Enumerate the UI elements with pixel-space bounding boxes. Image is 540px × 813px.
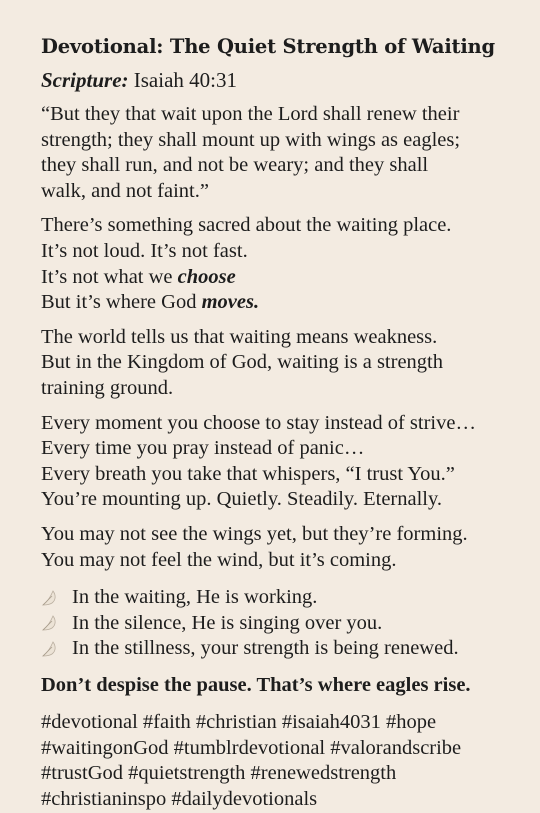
paragraph-line: Every time you pray instead of panic… [41,437,365,460]
feather-icon [41,640,61,658]
feather-icon [41,589,61,607]
paragraph-line: You may not see the wings yet, but they’re forming. [41,522,468,545]
paragraph-line: There’s something sacred about the waiting place. [41,214,452,237]
hashtag-line[interactable]: #christianinspo #dailydevotionals [41,788,318,811]
scripture-reference [41,66,520,94]
scripture-label: Scripture: [41,68,129,92]
paragraph-line: training ground. [41,376,174,399]
scripture-citation: Isaiah 40:31 [133,68,237,92]
paragraph-line: You’re mounting up. Quietly. Steadily. Eternally. [41,488,443,511]
verse-line: walk, and not faint.” [41,179,209,202]
feather-bullet-list [41,585,520,662]
verse-line: “But they that wait upon the Lord shall renew their [41,103,460,125]
paragraph-line [41,265,520,291]
hashtag-line[interactable]: #devotional #faith #christian #isaiah4031 #hope [41,710,437,733]
paragraph-line: Every moment you choose to stay instead of strive… [41,411,476,434]
list-item [41,611,520,637]
paragraph-wings [41,522,520,573]
verse-quote [41,102,520,204]
line-text: But it’s where God [41,291,202,314]
hashtag-line[interactable]: #trustGod #quietstrength #renewedstrength [41,762,397,785]
paragraph-line: Every breath you take that whispers, “I trust You.” [41,462,455,485]
verse-line: strength; they shall mount up with wings as eagles; [41,128,461,151]
page-title: Devotional: The Quiet Strength of Waiting [41,35,495,58]
list-item [41,585,520,611]
emphasis-choose: choose [177,265,236,288]
paragraph-waiting-place [41,213,520,315]
hashtag-list [41,710,520,813]
paragraph-line [41,290,520,316]
emphasis-moves: moves. [201,291,260,314]
bullet-text: In the waiting, He is working. [72,586,318,609]
closing-statement: Don’t despise the pause. That’s where eagles rise. [41,673,471,696]
bullet-text: In the stillness, your strength is being renewed. [72,637,459,660]
list-item [41,636,520,662]
paragraph-line: It’s not loud. It’s not fast. [41,239,248,262]
paragraph-every-moment [41,411,520,513]
hashtag-line[interactable]: #waitingonGod #tumblrdevotional #valorandscribe [41,736,462,759]
paragraph-line: But in the Kingdom of God, waiting is a strength [41,351,443,374]
bullet-text: In the silence, He is singing over you. [72,611,383,634]
paragraph-kingdom [41,325,520,402]
verse-line: they shall run, and not be weary; and they shall [41,154,429,177]
feather-icon [41,614,61,632]
paragraph-line: You may not feel the wind, but it’s coming. [41,548,397,571]
paragraph-line: The world tells us that waiting means weakness. [41,325,438,348]
line-text: It’s not what we [41,265,178,288]
